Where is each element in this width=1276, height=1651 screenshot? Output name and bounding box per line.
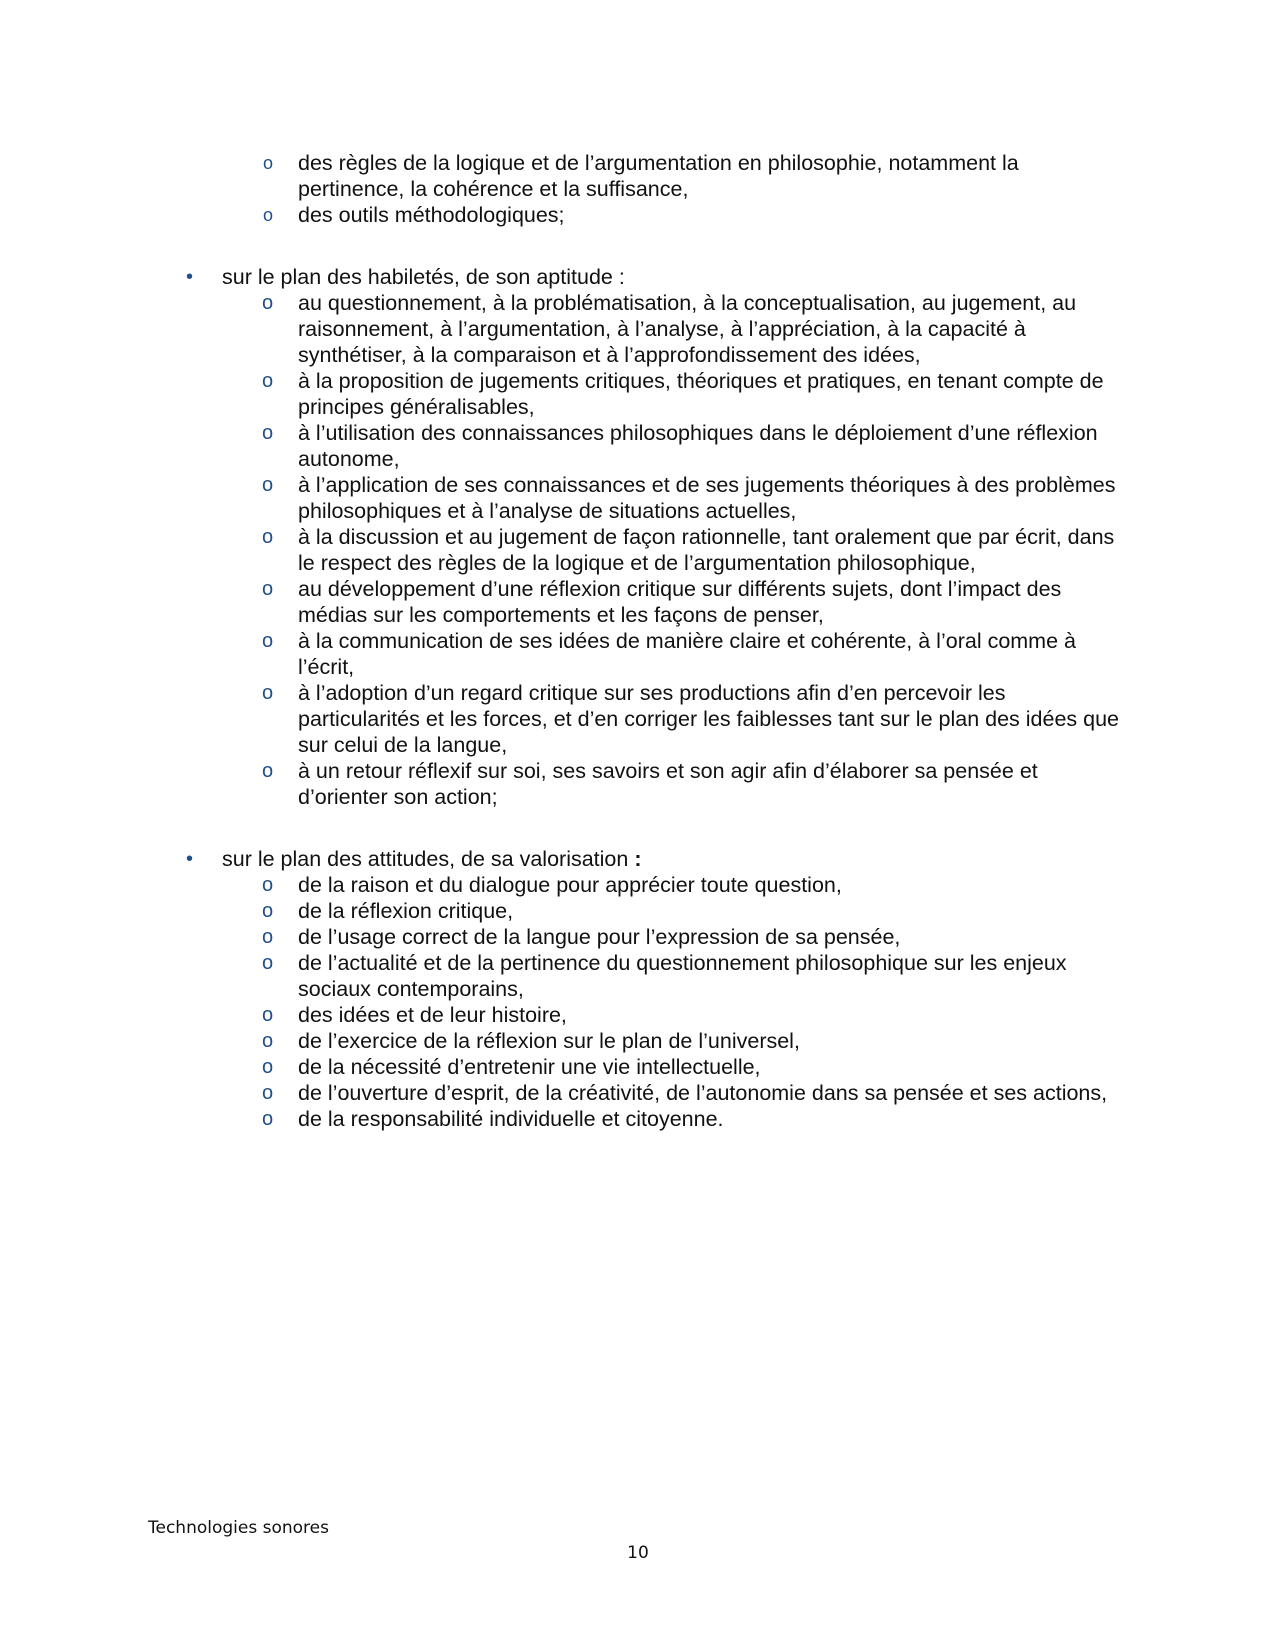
- spacer: [0, 228, 1276, 264]
- list-item: [262, 1054, 1128, 1080]
- list-item-text: de l’usage correct de la langue pour l’expression de sa pensée,: [298, 925, 901, 949]
- list-item: [263, 150, 1128, 202]
- hollow-bullet-icon: o: [262, 526, 274, 548]
- section-heading: sur le plan des habiletés, de son aptitude :: [222, 265, 625, 289]
- hollow-bullet-icon: o: [262, 1082, 274, 1104]
- list-item-text: à l’utilisation des connaissances philosophiques dans le déploiement d’une réflexion autonome,: [298, 421, 1098, 471]
- list-item-text: au développement d’une réflexion critique sur différents sujets, dont l’impact des médias sur les comportements et les façons de penser,: [298, 577, 1062, 627]
- list-item-text: à la communication de ses idées de manière claire et cohérente, à l’oral comme à l’écrit,: [298, 629, 1076, 679]
- hollow-bullet-icon: o: [262, 578, 274, 600]
- page-number: 10: [627, 1543, 649, 1563]
- hollow-bullet-icon: o: [262, 874, 274, 896]
- page-content: [0, 150, 1276, 1132]
- section-heading-line: [222, 846, 1276, 872]
- list-item-text: de la responsabilité individuelle et citoyenne.: [298, 1107, 724, 1131]
- list-item-text: de la raison et du dialogue pour apprécier toute question,: [298, 873, 842, 897]
- hollow-bullet-icon: o: [262, 370, 274, 392]
- list-item: [262, 472, 1128, 524]
- list-item: [262, 628, 1128, 680]
- hollow-bullet-icon: o: [262, 1030, 274, 1052]
- list-item-text: de la nécessité d’entretenir une vie intellectuelle,: [298, 1055, 761, 1079]
- hollow-bullet-icon: o: [262, 1056, 274, 1078]
- section-item: [186, 264, 1276, 810]
- list-item: [262, 950, 1128, 1002]
- hollow-bullet-icon: o: [262, 760, 274, 782]
- skills-section: [0, 264, 1276, 810]
- skills-list: [0, 290, 1276, 810]
- list-item-text: de l’actualité et de la pertinence du questionnement philosophique sur les enjeux sociaux contemporains,: [298, 951, 1067, 1001]
- attitudes-list: [0, 872, 1276, 1132]
- list-item-text: de l’exercice de la réflexion sur le plan de l’universel,: [298, 1029, 800, 1053]
- list-item-text: à l’adoption d’un regard critique sur ses productions afin d’en percevoir les particularités et les forces, et d’en corriger les faiblesses tant sur le plan des idées que sur celui de la langue,: [298, 681, 1120, 757]
- hollow-bullet-icon: o: [262, 1108, 274, 1130]
- list-item-text: des règles de la logique et de l’argumentation en philosophie, notamment la pertinence, la cohérence et la suffisance,: [298, 151, 1019, 201]
- list-item-text: au questionnement, à la problématisation, à la conceptualisation, au jugement, au raisonnement, à l’argumentation, à l’analyse, à l’appréciation, à la capacité à synthétiser, à la comparaison et à l’approfondissement des idées,: [298, 291, 1077, 367]
- hollow-bullet-icon: o: [262, 292, 274, 314]
- list-item: [262, 872, 1128, 898]
- hollow-bullet-icon: o: [262, 474, 274, 496]
- bullet-icon: •: [186, 848, 194, 870]
- list-item-text: à la proposition de jugements critiques, théoriques et pratiques, en tenant compte de principes généralisables,: [298, 369, 1104, 419]
- hollow-bullet-icon: o: [262, 422, 274, 444]
- list-item: [262, 290, 1128, 368]
- list-item-text: à la discussion et au jugement de façon rationnelle, tant oralement que par écrit, dans le respect des règles de la logique et de l’argumentation philosophique,: [298, 525, 1115, 575]
- list-item: [262, 680, 1128, 758]
- attitudes-section: [0, 846, 1276, 1132]
- section-item: [186, 846, 1276, 1132]
- hollow-bullet-icon: o: [262, 1004, 274, 1026]
- footer-title: Technologies sonores: [148, 1518, 329, 1538]
- list-item: [262, 1002, 1128, 1028]
- section-heading: sur le plan des attitudes, de sa valorisation: [222, 847, 629, 871]
- hollow-bullet-icon: o: [262, 952, 274, 974]
- list-item: [262, 1106, 1128, 1132]
- hollow-bullet-icon: o: [263, 153, 274, 173]
- continuation-list: [0, 150, 1276, 228]
- list-item: [262, 1028, 1128, 1054]
- list-item: [262, 420, 1128, 472]
- section-heading-colon: :: [628, 847, 642, 871]
- list-item-text: des idées et de leur histoire,: [298, 1003, 567, 1027]
- list-item-text: à l’application de ses connaissances et de ses jugements théoriques à des problèmes philosophiques et à l’analyse de situations actuelles,: [298, 473, 1116, 523]
- list-item-text: de l’ouverture d’esprit, de la créativité, de l’autonomie dans sa pensée et ses actions,: [298, 1081, 1108, 1105]
- hollow-bullet-icon: o: [263, 205, 274, 225]
- list-item: [262, 1080, 1128, 1106]
- list-item: [262, 576, 1128, 628]
- list-item: [262, 524, 1128, 576]
- list-item: [263, 202, 1128, 228]
- list-item-text: à un retour réflexif sur soi, ses savoirs et son agir afin d’élaborer sa pensée et d’orienter son action;: [298, 759, 1038, 809]
- list-item: [262, 758, 1128, 810]
- list-item-text: des outils méthodologiques;: [298, 203, 565, 227]
- list-item: [262, 924, 1128, 950]
- hollow-bullet-icon: o: [262, 900, 274, 922]
- list-item-text: de la réflexion critique,: [298, 899, 514, 923]
- list-item: [262, 898, 1128, 924]
- hollow-bullet-icon: o: [262, 630, 274, 652]
- bullet-icon: •: [186, 266, 194, 288]
- hollow-bullet-icon: o: [262, 926, 274, 948]
- hollow-bullet-icon: o: [262, 682, 274, 704]
- spacer: [0, 810, 1276, 846]
- list-item: [262, 368, 1128, 420]
